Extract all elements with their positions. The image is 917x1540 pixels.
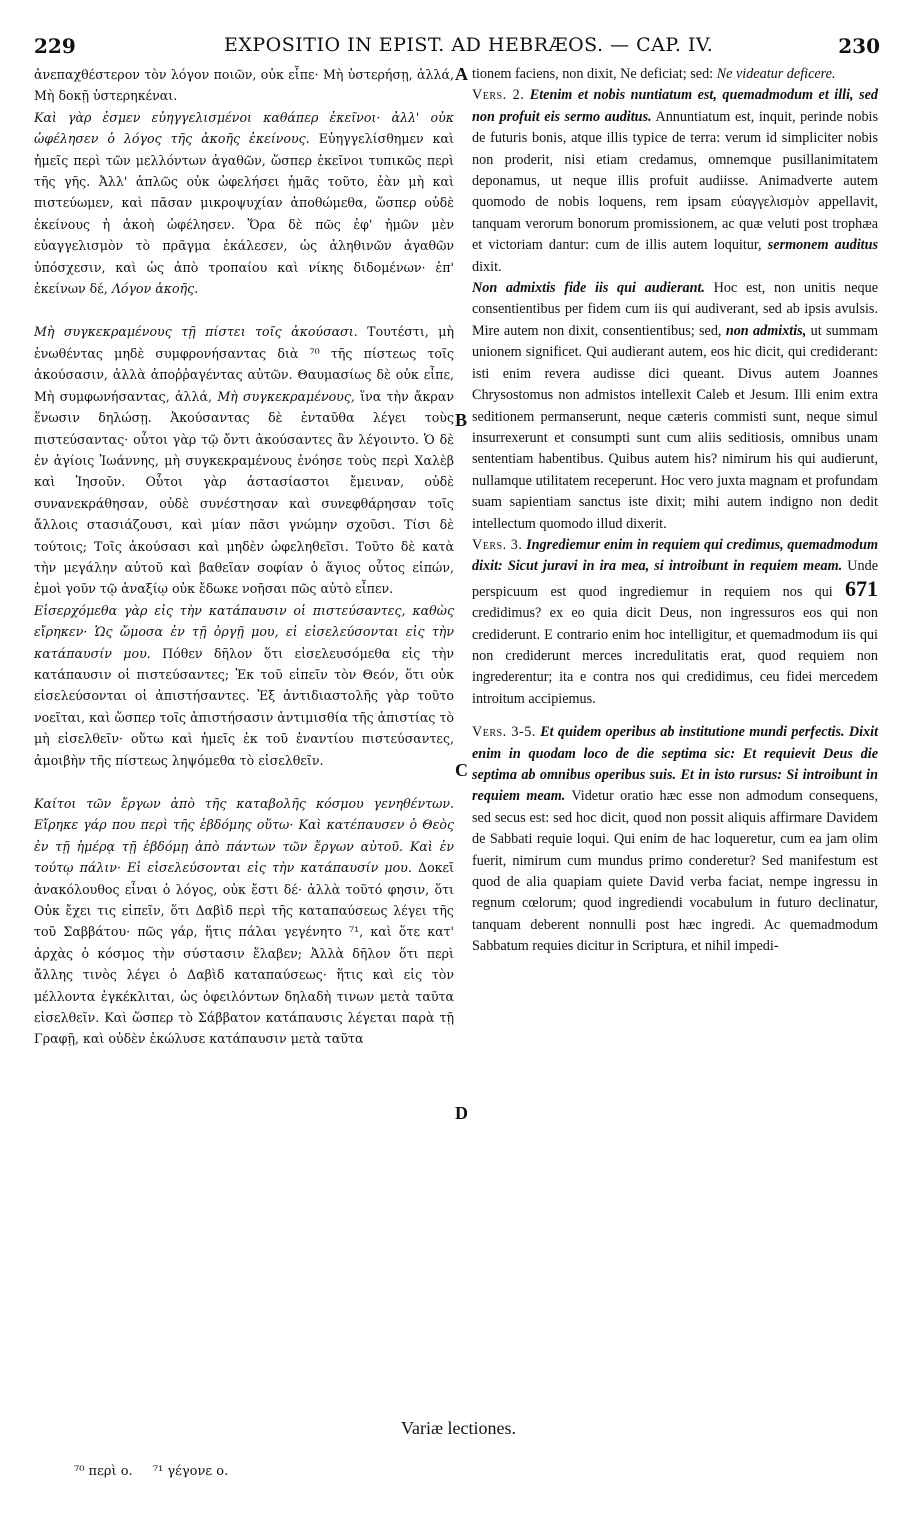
greek-lemma: Εἰσερχόμεθα γὰρ εἰς τὴν κατάπαυσιν οἱ πιστεύσαντες, καθὼς εἴρηκεν· Ὡς ὤμοσα ἐν τῇ ὀργῇ μου, εἰ εἰσελεύσονται εἰς τὴν κατάπαυσίν μου. [34, 602, 454, 661]
section-marker-d: D [455, 1103, 468, 1123]
latin-text: ut summam unionem significet. Qui audierant autem, eos hic dicit, qui crediderant: isti enim revera audisse dici queant. Divus autem Joannes Chrysostomus non admistos intellexit Caleb et Jesum. Illi enim extra seditionem permanserunt, neque cæteris commisti sunt, neque simul insurrexerunt et consumpti sunt cum aliis seditiosis, omnibus unam sententiam habentibus. Quibus autem his? nimirum his qui audierunt, nullamque utilitatem receperunt. Hoc vero juxta magnam et profundam suam sapientiam sanctus iste dixit; mihi autem indigno non dedit intellectum quomodo illud dixerit. [472, 322, 878, 532]
greek-column [34, 64, 454, 1050]
latin-text: Unde perspicuum est quod ingrediemur in requiem nos qui [472, 558, 878, 600]
verse-label: Vers. 2. [472, 87, 525, 104]
page-number-right: 230 [838, 34, 880, 58]
latin-text: credidimus? ex eo quia dicit Deus, non ingressuros eos qui non crediderunt. E contrario enim hoc intelligitur, et quemadmodum iis qui non crediderunt merces incredulitatis erat, quod requiem non ingrederentur; ita e contra nos qui credidimus, ceu fidei mercedem introitum accipiemus. [472, 605, 878, 707]
page-number-left: 229 [34, 34, 76, 58]
verse-label: Vers. 3-5. [472, 724, 536, 741]
section-marker-a: A [455, 64, 468, 84]
greek-text: ἀνεπαχθέστερον τὸν λόγον ποιῶν, οὐκ εἶπε· Μὴ ὑστερήσῃ, ἀλλά, Μὴ δοκῇ ὑστερηκέναι. [34, 67, 454, 104]
verse-label: Vers. 3. [472, 536, 523, 553]
latin-column [472, 64, 878, 958]
latin-lemma: Ingrediemur enim in requiem qui credimus, quemadmodum dixit: Sicut juravi in ira mea, si introibunt in requiem meam. [472, 536, 878, 575]
footnote-70: ⁷⁰ περὶ ο. [74, 1464, 133, 1479]
page-header [34, 34, 880, 60]
greek-paragraph [34, 321, 454, 599]
latin-text: Annuntiatum est, inquit, perinde nobis de futuris bonis, atque illis typice de terra: verum id simpliciter nobis non proderit, nisi etiam credamus, omnemque pusillanimitatem deponamus, ut neque illis profuit audiisse. Animadverte autem quomodo de nobis loquens, rem ipsam εὐαγγελισμὸν appellavit, tanquam verorum bonorum promissionem, ac quæ veluti post trophæa et victoriam dantur: cum de illis autem loquitur, [472, 108, 878, 254]
latin-lemma: Etenim et nobis nuntiatum est, quemadmodum et illi, sed non profuit eis sermo auditus. [472, 87, 878, 125]
latin-paragraph [472, 535, 878, 710]
greek-lemma: Καὶ γὰρ ἐσμεν εὐηγγελισμένοι καθάπερ ἐκεῖνοι· ἀλλ' οὐκ ὠφέλησεν ὁ λόγος τῆς ἀκοῆς ἐκείνους. [34, 109, 454, 147]
greek-lemma: Καίτοι τῶν ἔργων ἀπὸ τῆς καταβολῆς κόσμου γενηθέντων. Εἴρηκε γάρ που περὶ τῆς ἑβδόμης οὕτω· Καὶ κατέπαυσεν ὁ Θεὸς ἐν τῇ ἡμέρᾳ τῇ ἑβδόμῃ ἀπὸ πάντων τῶν ἔργων αὐτοῦ. Καὶ ἐν τούτῳ πάλιν· Εἰ εἰσελεύσονται εἰς τὴν κατάπαυσίν μου. [34, 796, 454, 876]
latin-text: Videtur oratio hæc esse non admodum consequens, sed secus est: sed hoc dicit, quod non possit aliquis affirmare Davidem de Sabbati requie loqui. Qui enim de hac loqueretur, cum ea jam olim fuerit, nimirum cum mundus primo conderetur? Sed manifestum est quod de alia quapiam quiete David verba faciat, nempe ingressu in regnum cœlorum; quod ingrediendi vocabulum in futuro declinatur, tanquam deberent nonnulli post hæc ingredi. Ac quemadmodum Sabbatum requies dicitur in Scriptura, et nihil impedi- [472, 788, 878, 955]
greek-text: Δοκεῖ ἀνακόλουθος εἶναι ὁ λόγος, οὐκ ἔστι δέ· ἀλλὰ τοῦτό φησιν, ὅτι Οὐκ ἔχει τις εἰπεῖν, ὅτι Δαβὶδ περὶ τῆς καταπαύσεως λέγει τῆς τοῦ Σαββάτου· πῶς γάρ, ἥτις πάλαι γεγένητο ⁷¹, καὶ ὅτε κατ' ἀρχὰς ὁ κόσμος τὴν σύστασιν ἔλαβεν; Ἀλλὰ δῆλον ὅτι περὶ ἄλλης τινὸς λέγει ὁ Δαβὶδ καταπαύσεως· ἥτις καὶ εἰς τὸν μέλλοντα ἐγκέκλιται, ὡς ὀφειλόντων δηλαδὴ τινων μετὰ ταῦτα εἰσελθεῖν. Καὶ ὥσπερ τὸ Σάββατον κατάπαυσις λέγεται παρὰ τῇ Γραφῇ, καὶ οὐδὲν ἐκώλυσε κατάπαυσιν μετὰ ταῦτα [34, 860, 454, 1047]
edition-page-mark: 671 [845, 575, 878, 601]
latin-paragraph [472, 85, 878, 278]
footnotes [74, 1464, 244, 1479]
greek-text: Πόθεν δῆλον ὅτι εἰσελευσόμεθα εἰς τὴν κατάπαυσιν οἱ πιστεύσαντες; Ἐκ τοῦ εἰπεῖν τὸν Θεόν, ὅτι οὐκ εἰσελεύσονται οἱ ἀπιστήσαντες. Ἐξ ἀντιδιαστολῆς γὰρ τοῦτο νοεῖται, καὶ ὥσπερ τοῖς ἀπιστήσασιν ἀντιμισθία τῆς ἀπιστίας τὸ μὴ εἰσελθεῖν· οὕτω καὶ ἡμεῖς ἐκ τοῦ ἐναντίου πιστεύσαντες, ἀμοιβὴν τῆς πίστεως ληψόμεθα τὸ εἰσελθεῖν. [34, 645, 454, 768]
latin-paragraph [472, 278, 878, 535]
latin-text: Hoc est, non unitis neque consentientibus per fidem cum iis qui audiverant, sed ab ipsis avulsis. Mire autem non dixit, consentientibus; sed, [472, 280, 879, 339]
greek-paragraph [34, 64, 454, 107]
running-title: EXPOSITIO IN EPIST. AD HEBRÆOS. — CAP. IV. [224, 34, 714, 56]
greek-paragraph [34, 600, 454, 771]
greek-paragraph [34, 107, 454, 300]
latin-text: dixit. [472, 258, 502, 275]
greek-paragraph [34, 793, 454, 1050]
section-marker-b: B [455, 410, 468, 430]
greek-text: Εὐηγγελίσθημεν καὶ ἡμεῖς περὶ τῶν μελλόντων ἀγαθῶν, ὥσπερ ἐκεῖνοι τυπικῶς περὶ τῆς γῆς. Ἀλλ' ἁπλῶς οὐκ ὠφελήσει ἡμᾶς τοῦτο, ἐὰν μὴ καὶ πιστεύωμεν, καὶ πᾶσαν μικροψυχίαν ἀποθώμεθα, ὥσπερ οὐδὲ ἐκείνους ἡ ἀκοὴ ὠφέλησεν. Ὅρα δὲ πῶς ἐφ' ἡμῶν μὲν εὐαγγελισμὸν τὸ πρᾶγμα ἐκάλεσεν, ὡς ἀληθινῶν ἀγαθῶν ὑπόσχεσιν, καὶ ὡς ἀπὸ τροπαίου καὶ νίκης διδομένων· ἐπ' ἐκείνων δέ, [34, 131, 454, 297]
greek-lemma: Μὴ συγκεκραμένους τῇ πίστει τοῖς ἀκούσασι. [34, 324, 358, 340]
latin-text: tionem faciens, non dixit, Ne deficiat; sed: [472, 66, 714, 82]
latin-lemma: Et quidem operibus ab institutione mundi perfectis. Dixit enim in quodam loco de die septima sic: Et requievit Deus die septima ab omnibus operibus suis. Et in isto rursus: Si introibunt in requiem meam. [472, 724, 879, 805]
latin-lemma: Non admixtis fide iis qui audierant. [472, 280, 705, 297]
latin-emphasis: sermonem auditus [767, 237, 879, 254]
greek-text: Τουτέστι, μὴ ἑνωθέντας μηδὲ συμφρονήσαντας διὰ ⁷⁰ τῆς πίστεως τοῖς ἀκούσασιν, ἀλλὰ ἀποῤῥαγέντας αὐτῶν. Θαυμασίως δὲ οὐκ εἶπε, Μὴ συμφωνήσαντας, ἀλλά, [34, 324, 454, 404]
latin-paragraph [472, 64, 878, 85]
greek-emphasis: Μὴ συγκεκραμένους, [217, 388, 355, 404]
greek-emphasis: Λόγον ἀκοῆς. [111, 281, 199, 297]
section-marker-c: C [455, 760, 468, 780]
variae-lectiones-heading: Variæ lectiones. [401, 1418, 516, 1438]
latin-paragraph [472, 722, 878, 957]
latin-emphasis: non admixtis, [725, 322, 807, 339]
latin-emphasis: Ne videatur deficere. [716, 66, 836, 82]
greek-text: ἵνα τὴν ἄκραν ἕνωσιν δηλώσῃ. Ἀκούσαντας δὲ ἐνταῦθα λέγει τοὺς πιστεύσαντας· οὗτοι γὰρ τῷ ὄντι ἀκούσαντες ἂν λέγοιντο. Ὁ δὲ ἐν ἁγίοις Ἰωάννης, μὴ συγκεκραμένους ἐνόησε τοὺς περὶ Χαλὲβ καὶ Ἰησοῦν. Οὗτοι γὰρ ἀστασίαστοι ἔμειναν, οὐδὲ συνανεκράθησαν, οὐδὲ συνέστησαν καὶ συνεφθάρησαν τοῖς ἄλλοις στασιάζουσι, καὶ μίαν πᾶσι γνώμην σχοῦσι. Τίσι δὲ τούτοις; Τοῖς ἀκούσασι καὶ μηδὲν ὠφεληθεῖσι. Τοῦτο δὲ κατὰ τὴν μεγάλην αὐτοῦ καὶ βαθεῖαν σοφίαν ὁ ἅγιος οὗτος εἰπών, ἐμοὶ γοῦν τῷ ἀναξίῳ οὐκ ἔδωκε νοῆσαι πῶς αὐτὸ εἶπεν. [34, 388, 454, 597]
footnote-71: ⁷¹ γέγονε ο. [152, 1464, 229, 1479]
